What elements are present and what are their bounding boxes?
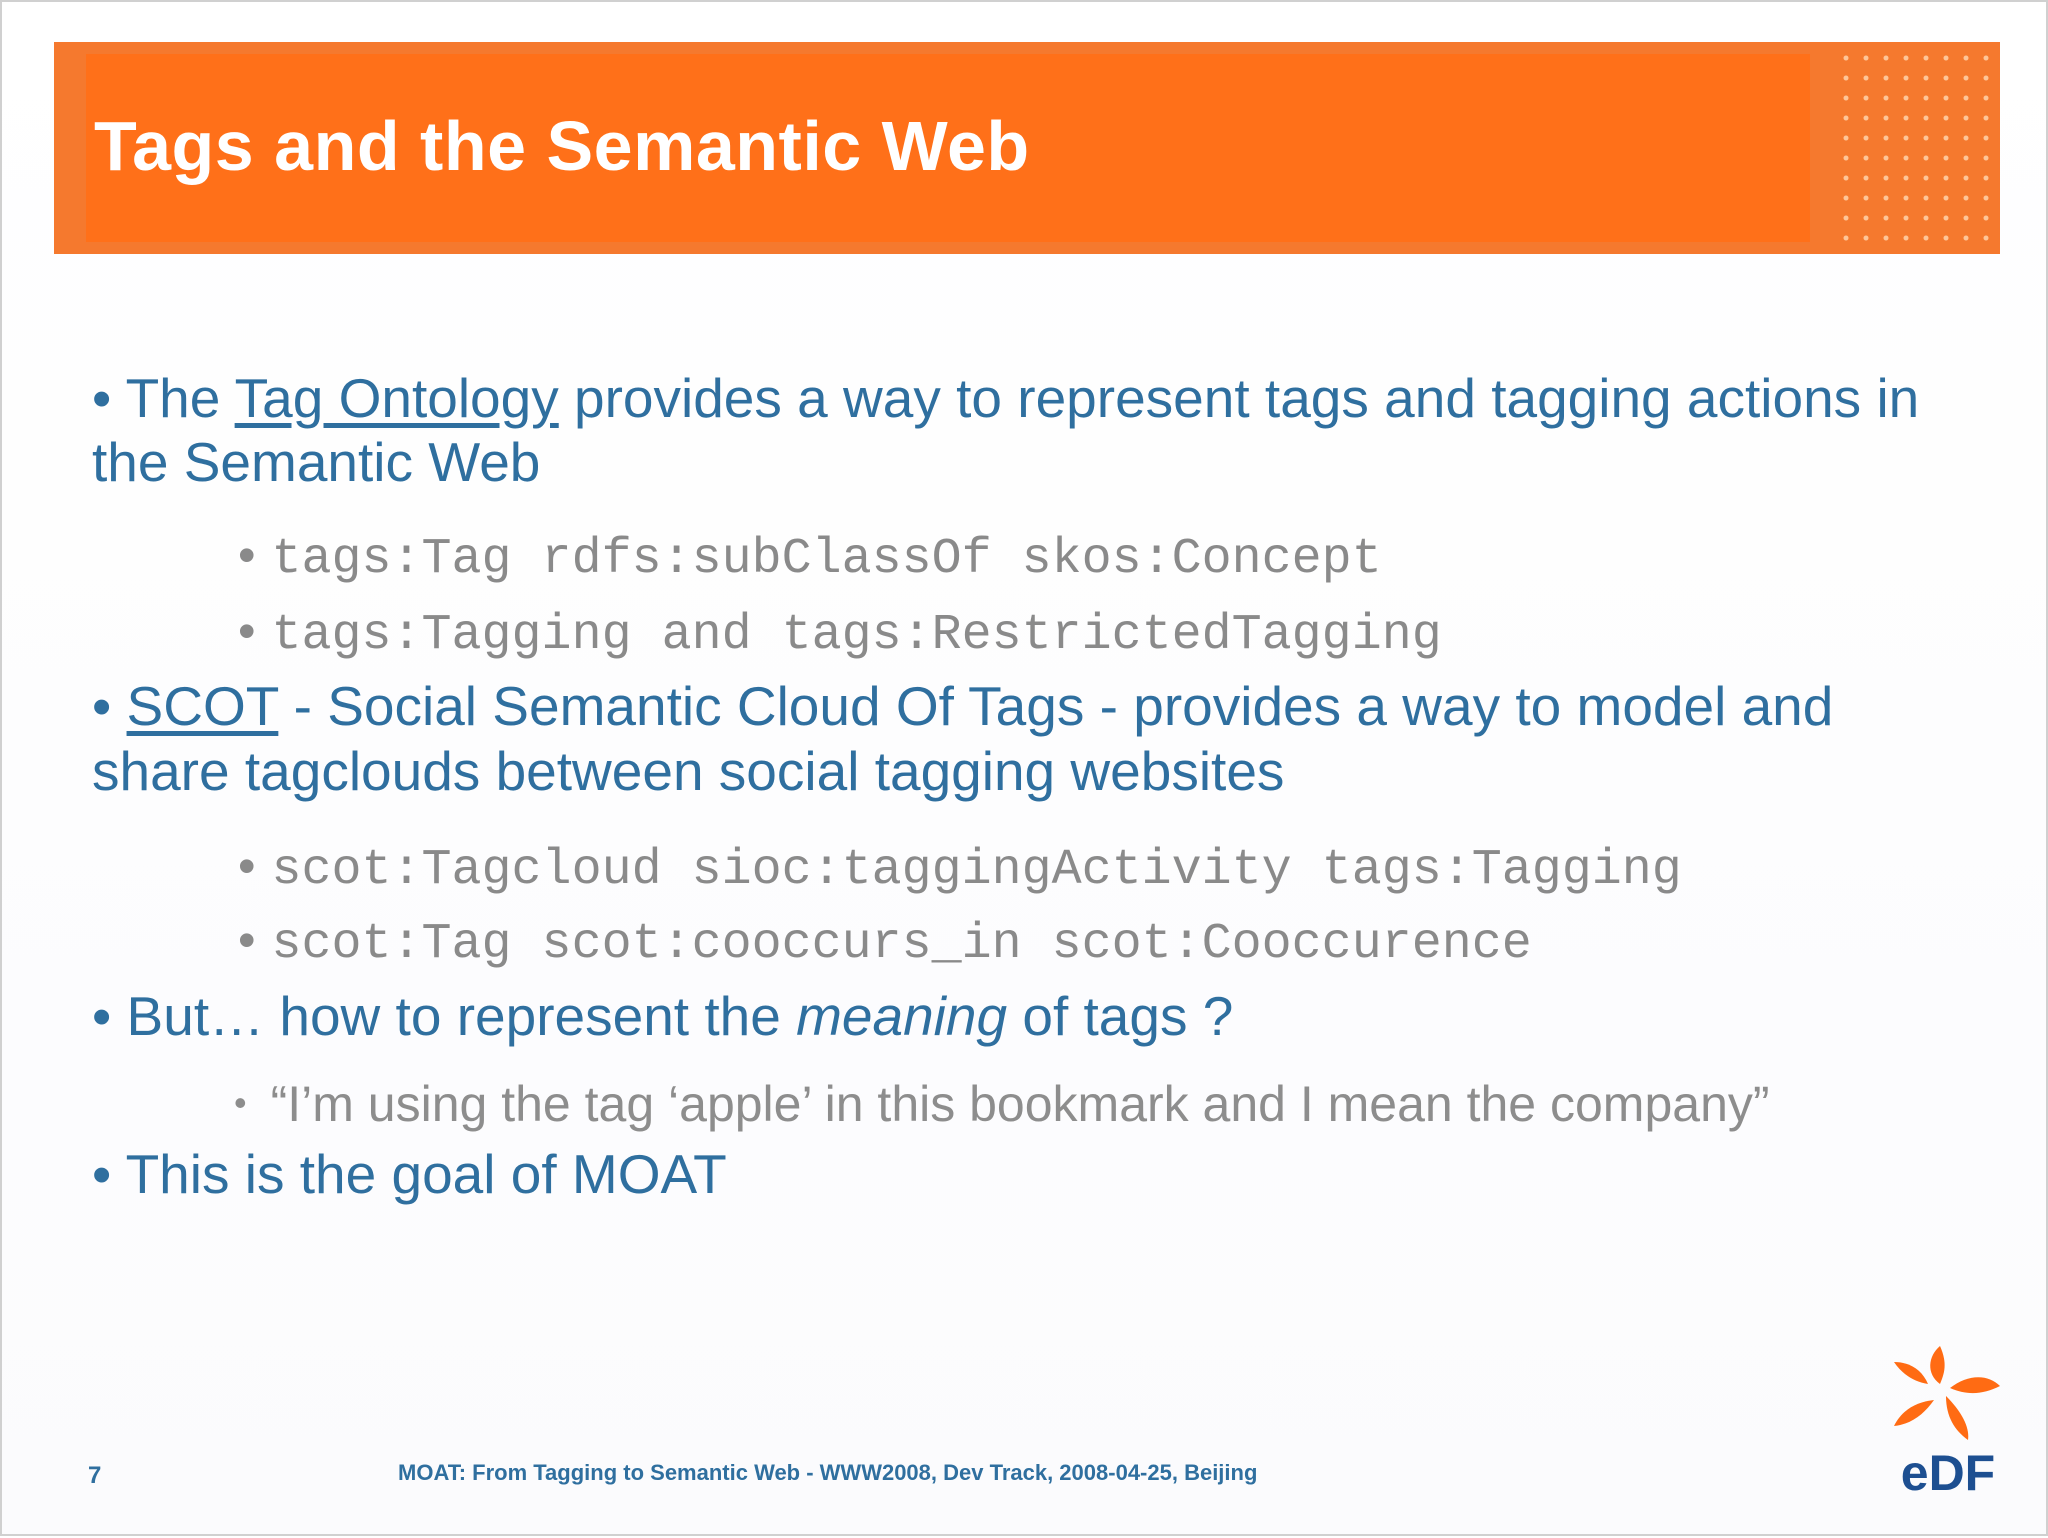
bullet-marker: • xyxy=(92,675,112,737)
sub-bullet-text: “I’m using the tag ‘apple’ in this bookmark and I mean the company” xyxy=(270,1076,1770,1132)
bullet-tag-ontology xyxy=(92,366,2012,431)
bullet-text-line2: the Semantic Web xyxy=(92,431,541,493)
bullet-text-line2: share tagclouds between social tagging websites xyxy=(92,740,1285,802)
bullet-text-pre: But… how to represent the xyxy=(126,985,797,1047)
sub-bullet-marker: • xyxy=(238,838,256,894)
logo-wordmark: eDF xyxy=(1900,1445,1996,1494)
sub-bullet-text: scot:Tag scot:cooccurs_in scot:Cooccurence xyxy=(271,916,1532,973)
sub-bullet-marker: • xyxy=(238,912,256,968)
sub-bullet xyxy=(238,525,2018,590)
bullet-text-pre: The xyxy=(125,367,235,429)
sub-bullet-marker: • xyxy=(234,1082,247,1123)
tag-ontology-link[interactable]: Tag Ontology xyxy=(234,367,559,429)
bullet-text-post: provides a way to represent tags and tagging actions in xyxy=(558,367,1920,429)
bullet-emphasis: meaning xyxy=(796,985,1008,1047)
bullet-marker: • xyxy=(92,367,112,429)
sub-bullet-text: tags:Tagging and tags:RestrictedTagging xyxy=(271,607,1442,664)
sub-bullet-marker: • xyxy=(238,603,256,659)
bullet-meaning xyxy=(92,984,2012,1049)
bullet-scot xyxy=(92,674,2012,739)
footer-text: MOAT: From Tagging to Semantic Web - WWW2008, Dev Track, 2008-04-25, Beijing xyxy=(398,1460,1258,1485)
sub-bullet xyxy=(238,910,2018,975)
sub-bullet-marker: • xyxy=(238,527,256,583)
bullet-text-post: - Social Semantic Cloud Of Tags - provides a way to model and xyxy=(278,675,1834,737)
sub-bullet xyxy=(238,601,2018,666)
bullet-marker: • xyxy=(92,1143,112,1205)
bullet-scot-line2 xyxy=(92,739,2012,804)
bullet-tag-ontology-line2 xyxy=(92,430,2012,495)
slide-title: Tags and the Semantic Web xyxy=(94,107,1030,185)
bullet-moat-goal xyxy=(92,1142,2012,1207)
sub-bullet-text: scot:Tagcloud sioc:taggingActivity tags:Tagging xyxy=(271,842,1682,899)
bullet-marker: • xyxy=(92,985,112,1047)
bullet-text: This is the goal of MOAT xyxy=(125,1143,727,1205)
page-number: 7 xyxy=(88,1462,102,1489)
sub-bullet-text: tags:Tag rdfs:subClassOf skos:Concept xyxy=(271,531,1382,588)
sub-bullet xyxy=(238,836,2018,901)
slide-content xyxy=(2,2,2048,1538)
scot-link[interactable]: SCOT xyxy=(126,675,279,737)
bullet-text-post: of tags ? xyxy=(1007,985,1234,1047)
edf-logo-icon xyxy=(1888,1344,2008,1494)
sub-bullet-quote xyxy=(234,1073,2014,1134)
